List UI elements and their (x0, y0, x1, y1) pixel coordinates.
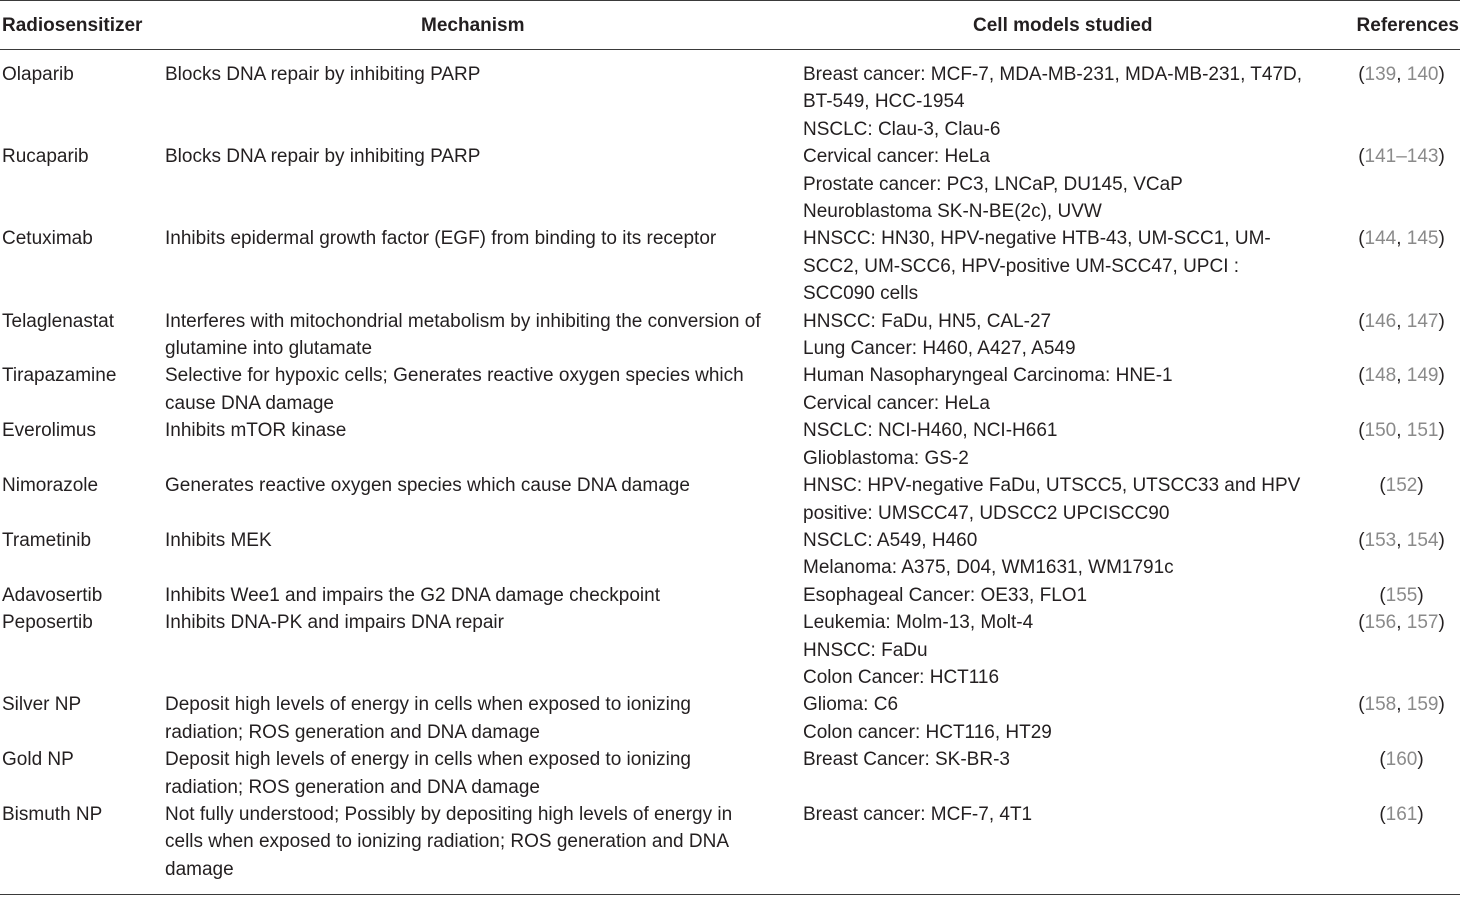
cell-models-text: Esophageal Cancer: OE33, FLO1 (803, 584, 1088, 606)
radiosensitizer-name: Trametinib (2, 529, 92, 551)
table-row (0, 801, 1460, 895)
references-cell (1343, 143, 1460, 225)
ref-separator: , (1396, 365, 1407, 387)
cell-models-text: Leukemia: Molm-13, Molt-4 HNSCC: FaDu Colon Cancer: HCT116 (803, 612, 1034, 688)
reference-link[interactable]: 151 (1406, 420, 1439, 442)
table-row (0, 362, 1460, 417)
table-row (0, 143, 1460, 225)
ref-close-paren: ) (1438, 420, 1445, 442)
reference-link[interactable]: 141–143 (1364, 146, 1439, 168)
radiosensitizer-name: Telaglenastat (2, 310, 114, 332)
ref-separator: , (1396, 612, 1407, 634)
references-cell (1343, 417, 1460, 472)
cell-models-text: Breast cancer: MCF-7, MDA-MB-231, MDA-MB-231, T47D, BT-549, HCC-1954 NSCLC: Clau-3, Clau-6 (803, 64, 1303, 140)
references-cell (1343, 308, 1460, 363)
ref-close-paren: ) (1417, 803, 1424, 825)
reference-link[interactable]: 140 (1406, 64, 1439, 85)
radiosensitizer-name: Everolimus (2, 420, 96, 442)
mechanism-text: Inhibits mTOR kinase (165, 420, 347, 442)
table-row (0, 746, 1460, 801)
ref-open-paren: ( (1358, 64, 1365, 85)
cell-models-text: Cervical cancer: HeLa Prostate cancer: PC3, LNCaP, DU145, VCaP Neuroblastoma SK-N-BE(2c), UVW (803, 146, 1183, 223)
ref-open-paren: ( (1379, 475, 1386, 497)
reference-link[interactable]: 152 (1385, 475, 1418, 497)
ref-separator: , (1396, 64, 1407, 85)
mechanism-text: Inhibits DNA-PK and impairs DNA repair (165, 612, 504, 634)
references-cell (1343, 225, 1460, 307)
mechanism-text: Generates reactive oxygen species which cause DNA damage (165, 475, 690, 497)
table-row (0, 308, 1460, 363)
radiosensitizer-name: Adavosertib (2, 584, 103, 606)
header-mechanism: Mechanism (165, 1, 803, 50)
radiosensitizer-name: Tirapazamine (2, 365, 117, 387)
header-row (0, 1, 1460, 50)
cell-models-text: Glioma: C6 Colon cancer: HCT116, HT29 (803, 694, 1052, 743)
table-header (0, 1, 1460, 50)
reference-link[interactable]: 139 (1364, 64, 1397, 85)
radiosensitizer-name: Nimorazole (2, 475, 99, 497)
cell-models-text: Breast Cancer: SK-BR-3 (803, 749, 1010, 771)
references-cell (1343, 801, 1460, 895)
reference-link[interactable]: 149 (1406, 365, 1439, 387)
ref-open-paren: ( (1379, 584, 1386, 606)
table-row (0, 472, 1460, 527)
reference-link[interactable]: 146 (1364, 310, 1397, 332)
radiosensitizer-name: Cetuximab (2, 228, 93, 250)
references-cell (1343, 609, 1460, 691)
radiosensitizer-name: Bismuth NP (0, 801, 165, 895)
table-row (0, 691, 1460, 746)
reference-link[interactable]: 148 (1364, 365, 1397, 387)
cell-models-text: HNSC: HPV-negative FaDu, UTSCC5, UTSCC33 and HPV positive: UMSCC47, UDSCC2 UPCISCC90 (803, 475, 1301, 524)
ref-open-paren: ( (1358, 420, 1365, 442)
mechanism-text: Inhibits epidermal growth factor (EGF) from binding to its receptor (165, 228, 717, 250)
cell-models-text: HNSCC: FaDu, HN5, CAL-27 Lung Cancer: H460, A427, A549 (803, 310, 1076, 360)
mechanism-text: Blocks DNA repair by inhibiting PARP (165, 64, 481, 85)
ref-close-paren: ) (1438, 365, 1445, 387)
references-cell (1343, 746, 1460, 801)
ref-close-paren: ) (1438, 694, 1445, 716)
reference-link[interactable]: 159 (1406, 694, 1439, 716)
mechanism-text: Deposit high levels of energy in cells when exposed to ionizing radiation; ROS generation and DNA damage (165, 694, 691, 743)
radiosensitizer-name: Olaparib (2, 64, 74, 85)
ref-open-paren: ( (1358, 146, 1365, 168)
table-row (0, 417, 1460, 472)
reference-link[interactable]: 154 (1406, 529, 1439, 551)
cell-models-text: Human Nasopharyngeal Carcinoma: HNE-1 Cervical cancer: HeLa (803, 365, 1173, 414)
ref-separator: , (1396, 529, 1407, 551)
mechanism-text: Blocks DNA repair by inhibiting PARP (165, 146, 481, 168)
ref-separator: , (1396, 228, 1407, 250)
reference-link[interactable]: 153 (1364, 529, 1397, 551)
table-row (0, 527, 1460, 582)
reference-link[interactable]: 158 (1364, 694, 1397, 716)
ref-close-paren: ) (1438, 612, 1445, 634)
ref-open-paren: ( (1358, 228, 1365, 250)
radiosensitizer-name: Silver NP (2, 694, 82, 716)
cell-models-text: NSCLC: A549, H460 Melanoma: A375, D04, WM1631, WM1791c (803, 529, 1174, 579)
header-cell-models: Cell models studied (803, 1, 1343, 50)
radiosensitizer-name: Gold NP (2, 749, 74, 771)
ref-close-paren: ) (1438, 529, 1445, 551)
reference-link[interactable]: 147 (1406, 310, 1439, 332)
ref-close-paren: ) (1438, 146, 1445, 168)
ref-open-paren: ( (1358, 694, 1365, 716)
ref-open-paren: ( (1379, 803, 1386, 825)
table-body (0, 50, 1460, 895)
ref-close-paren: ) (1417, 475, 1424, 497)
reference-link[interactable]: 144 (1364, 228, 1397, 250)
ref-separator: , (1396, 420, 1407, 442)
references-cell (1343, 527, 1460, 582)
references-cell (1343, 362, 1460, 417)
references-cell (1343, 472, 1460, 527)
ref-separator: , (1396, 310, 1407, 332)
cell-models-text: NSCLC: NCI-H460, NCI-H661 Glioblastoma: GS-2 (803, 420, 1058, 469)
ref-close-paren: ) (1438, 228, 1445, 250)
reference-link[interactable]: 150 (1364, 420, 1397, 442)
reference-link[interactable]: 160 (1385, 749, 1418, 771)
ref-open-paren: ( (1358, 529, 1365, 551)
table-row (0, 609, 1460, 691)
mechanism-text: Deposit high levels of energy in cells when exposed to ionizing radiation; ROS generation and DNA damage (165, 749, 691, 798)
reference-link[interactable]: 157 (1406, 612, 1439, 634)
cell-models-text: Breast cancer: MCF-7, 4T1 (803, 801, 1343, 895)
table-row (0, 582, 1460, 609)
mechanism-text: Inhibits Wee1 and impairs the G2 DNA damage checkpoint (165, 584, 660, 606)
references-cell (1343, 50, 1460, 144)
mechanism-text: Selective for hypoxic cells; Generates reactive oxygen species which cause DNA damage (165, 365, 744, 414)
ref-separator: , (1396, 694, 1407, 716)
ref-open-paren: ( (1358, 365, 1365, 387)
header-references: References (1343, 1, 1460, 50)
table-row (0, 225, 1460, 307)
ref-close-paren: ) (1417, 584, 1424, 606)
mechanism-text: Inhibits MEK (165, 529, 272, 551)
ref-open-paren: ( (1358, 612, 1365, 634)
reference-link[interactable]: 156 (1364, 612, 1397, 634)
radiosensitizer-name: Peposertib (2, 612, 93, 634)
mechanism-text: Not fully understood; Possibly by depositing high levels of energy in cells when exposed to ionizing radiation; ROS generation and DNA damage (165, 801, 803, 895)
reference-link[interactable]: 161 (1385, 803, 1418, 825)
ref-close-paren: ) (1438, 310, 1445, 332)
reference-link[interactable]: 155 (1385, 584, 1418, 606)
ref-close-paren: ) (1417, 749, 1424, 771)
ref-close-paren: ) (1438, 64, 1445, 85)
reference-link[interactable]: 145 (1406, 228, 1439, 250)
radiosensitizer-name: Rucaparib (2, 146, 89, 168)
mechanism-text: Interferes with mitochondrial metabolism by inhibiting the conversion of glutamine into glutamate (165, 310, 761, 360)
header-radiosensitizer: Radiosensitizer (0, 1, 165, 50)
references-cell (1343, 691, 1460, 746)
references-cell (1343, 582, 1460, 609)
table-row (0, 50, 1460, 144)
ref-open-paren: ( (1358, 310, 1365, 332)
cell-models-text: HNSCC: HN30, HPV-negative HTB-43, UM-SCC1, UM- SCC2, UM-SCC6, HPV-positive UM-SCC47, UPCI : SCC090 cells (803, 228, 1271, 305)
ref-open-paren: ( (1379, 749, 1386, 771)
